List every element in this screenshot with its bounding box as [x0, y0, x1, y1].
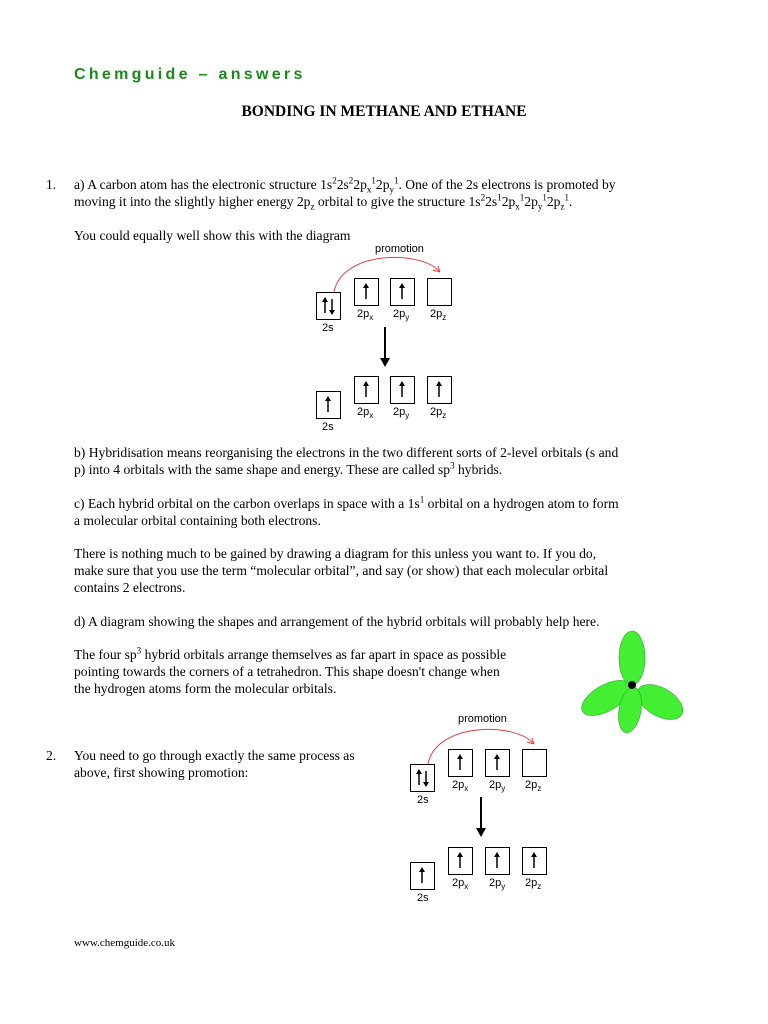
label-2py: $2p_y$	[489, 779, 506, 794]
orbital-box-2px-promoted	[448, 847, 473, 875]
label-2s: 2s	[417, 892, 429, 904]
label-2s: 2s	[322, 421, 334, 433]
label-2py: $2p_y$	[393, 406, 410, 421]
q1-tetrahedral-text: The four $sp^3$ hybrid orbitals arrange themselves as far apart in space as possible pointing towards the corners of a tetrahedron. This shape doesn't change when the hydrogen atoms form the molecular orbitals.	[74, 645, 507, 696]
promotion-label: promotion	[458, 713, 507, 725]
q1-part-a: a) A carbon atom has the electronic structure $1s^22s^22p_x^12p_y^1$. One of the 2s electrons is promoted by moving it into the slightly higher energy $2p_z$ orbital to give the structure $1s^22s^12p_x^12p_y^12p_z^1$.	[74, 175, 616, 212]
q2-text: You need to go through exactly the same process as above, first showing promotion:	[74, 748, 355, 780]
page-title: BONDING IN METHANE AND ETHANE	[241, 103, 527, 120]
orbital-box-2pz-promoted	[522, 847, 547, 875]
orbital-box-2py-promoted	[485, 847, 510, 875]
orbital-diagram-2	[406, 712, 566, 912]
q1-part-b: b) Hybridisation means reorganising the electrons in the two different sorts of 2-level orbitals (s and p) into 4 orbitals with the same shape and energy. These are called $sp^3$ hybrids.	[74, 445, 619, 477]
diagram-intro: You could equally well show this with the diagram	[74, 228, 351, 243]
orbital-box-2pz	[522, 749, 547, 777]
brand-title: Chemguide – answers	[74, 66, 306, 83]
orbital-box-2s-promoted	[410, 862, 435, 890]
q1-part-d: d) A diagram showing the shapes and arrangement of the hybrid orbitals will probably help here.	[74, 614, 600, 629]
label-2pz: $2p_z$	[430, 308, 447, 323]
orbital-box-2py	[390, 278, 415, 306]
question-number-1: 1.	[46, 177, 57, 192]
orbital-box-2s	[316, 292, 341, 320]
label-2pz: $2p_z$	[525, 877, 542, 892]
footer-url: www.chemguide.co.uk	[74, 937, 176, 949]
orbital-box-2py	[485, 749, 510, 777]
orbital-box-2px	[354, 278, 379, 306]
label-2s: 2s	[322, 322, 334, 334]
label-2px: $2p_x$	[452, 779, 469, 794]
question-number-2: 2.	[46, 748, 57, 763]
orbital-diagram-1	[312, 240, 472, 440]
label-2pz: $2p_z$	[430, 406, 447, 421]
orbital-box-2px	[448, 749, 473, 777]
orbital-box-2py-promoted	[390, 376, 415, 404]
label-2py: $2p_y$	[393, 308, 410, 323]
label-2px: $2p_x$	[452, 877, 469, 892]
promotion-label: promotion	[375, 243, 424, 255]
q1-note: There is nothing much to be gained by drawing a diagram for this unless you want to. If you do, make sure that you use the term “molecular orbital”, and say (or show) that each molecular orbital contains 2 electrons.	[74, 546, 609, 595]
orbital-box-2px-promoted	[354, 376, 379, 404]
label-2s: 2s	[417, 794, 429, 806]
orbital-box-2pz	[427, 278, 452, 306]
label-2px: $2p_x$	[357, 308, 374, 323]
sp3-hybrid-orbitals-image	[578, 630, 688, 736]
orbital-box-2pz-promoted	[427, 376, 452, 404]
orbital-box-2s-promoted	[316, 391, 341, 419]
label-2pz: $2p_z$	[525, 779, 542, 794]
label-2py: $2p_y$	[489, 877, 506, 892]
q1-part-c: c) Each hybrid orbital on the carbon overlaps in space with a $1s^1$ orbital on a hydrogen atom to form a molecular orbital containing both electrons.	[74, 494, 619, 528]
label-2px: $2p_x$	[357, 406, 374, 421]
orbital-box-2s	[410, 764, 435, 792]
